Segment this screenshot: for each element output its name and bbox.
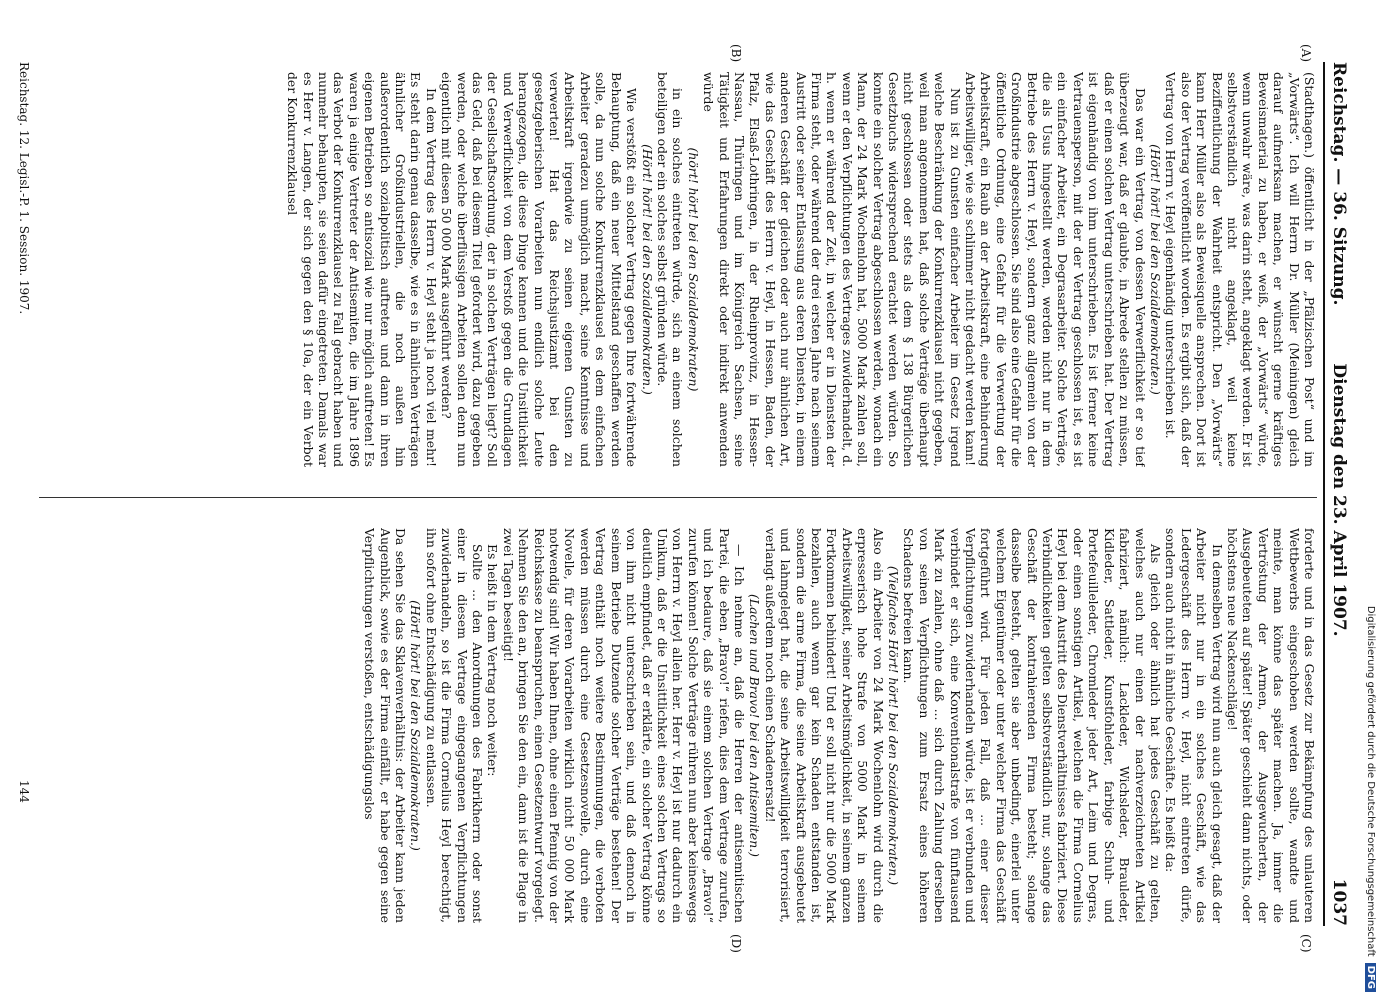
paragraph: Als gleich oder ähnlich hat jedes Geschäft zu gelten, welches auch nur einen der nachverzeichneten Artikel fabriziert, nämlich: Lackleder, Wichsleder, Brauleder, Kidleder, Sattleder, Kunstfohleder, farbige Schuh- und Portefeuilleleder, Chromleder jeder Art, Leim und Degras, oder einen sonstigen Artikel, welchen die Firma Cornelius Heyl bei dem Austritt des Dienstverhältnisses fabriziert. Diese Verbindlichkeiten gelten selbstverständlich nur, solange das Geschäft der kontrahierenden Firma besteht; solange dasselbe besteht, gelten sie aber unbedingt, einerlei unter welchem Eigentümer oder unter welcher Firma das Geschäft fortgeführt wird. Für jeden Fall, daß ... einer dieser Verpflichtungen zuwiderhandeln würde, ist er verbunden und verbindet er sich, eine Konventionalstrafe von fünftausend Mark zu zahlen, ohne daß ... sich durch Zahlung derselben von seinen Verpflichtungen zum Ersatz eines höheren Schadens befreien kann.: [901, 528, 1163, 923]
paragraph: In demselben Vertrag wird nun auch gleich gesagt, daß der Arbeiter nicht nur in ein solches Geschäft, wie das Ledergeschäft des Herrn v. Heyl, nicht eintreten dürfe, sondern auch nicht in ähnliche Geschäfte. Es heißt da:: [1163, 528, 1225, 923]
paragraph: In dem Vertrag des Herrn v. Heyl steht ja noch viel mehr! Es steht darin genau dasselbe, wie es in ähnlichen Verträgen ähnlicher Großindustriellen, die noch außen hin außerordentlich sozialpolitisch auftreten und dann in ihren eigenen Betrieben so antisozial wie nur möglich auftreten! Es waren ja einige Vertreter der Antisemiten, die im Jahre 1896 das Verbot der Konkurrenzklausel zu Fall gebracht haben und nunmehr behaupten, sie seien dafür eingetreten. Damals war es Herr v. Langen, der sich gegen den § 10a, der ein Verbot der Konkurrenzklausel: [285, 72, 439, 467]
paragraph: Also ein Arbeiter von 24 Mark Wochenlohn wird durch die erpresserisch hohe Strafe von 5000 Mark in seinem Arbeitswilligkeit, seiner Arbeitsmöglichkeit, in seinem ganzen Fortkommen behindert! Und er soll nicht nur die 5000 Mark bezahlen, auch wenn gar kein Schaden entstanden ist, sondern die arme Firma, die seine Arbeitskraft ausgebeutet und lahmgelegt hat, die seine Arbeitswilligkeit terrorisiert, verlangt außerdem noch einen Schadenersatz!: [762, 528, 886, 923]
credit-text: Digitalisierung gefördert durch die Deutsche Forschungsgemeinschaft: [1365, 605, 1376, 957]
footer-number: 144: [17, 780, 31, 803]
paragraph: (hört! hört! bei den Sozialdemokraten): [685, 147, 701, 392]
page-number: 1037: [1329, 878, 1349, 926]
footer-source: Reichstag. 12. Legisl.-P. 1. Session. 1907.: [17, 62, 31, 315]
margin-mark-b: (B): [729, 44, 743, 63]
paragraph: (Stadthagen.) öffentlicht in der „Pfälzischen Post“ und im „Vorwärts“. Ich will Herrn Dr. Müller (Meiningen) gleich darauf aufmerksam machen, er wünscht gerne kräftiges Beweismaterial zu haben, er weiß, der „Vorwärts“ würde, wenn unwahr wäre, was darin steht, angeklagt werden. Er ist selbstverständlich nicht angeklagt, weil keine Beziffentlichung der Wahrheit entspricht. Den „Vorwärts“ kann Herr Müller also als Beweisquelle ansprechen. Dort ist also der Vertrag veröffentlicht worden. Es ergibt sich, daß der Vertrag von Herrn v. Heyl eigenhändig unterschrieben ist.: [1163, 72, 1317, 467]
margin-mark-a: (A): [1299, 44, 1313, 63]
header-left: Reichstag. — 36. Sitzung.: [1329, 62, 1349, 306]
dfg-logo: DFG: [1365, 963, 1376, 992]
paragraph: in ein solches eintreten würde, sich an einem solchen beteiligen oder ein solches selbst gründen würde.: [654, 72, 686, 467]
paragraph: Sollte ... den Anordnungen des Fabrikherrn oder sonst einer in diesem Vertrage eingegangenen Verpflichtungen zuwiderhandeln, so ist die Firma Cornelius Heyl berechtigt, ihn sofort ohne Entschädigung zu entlassen.: [423, 528, 486, 923]
paragraph: (Lachen und Bravo! bei den Antisemiten.): [747, 594, 763, 857]
paragraph: Da sehen Sie das Sklavenverhältnis: der Arbeiter kann jeden Augenblick, sowie es der Firma einfällt, er habe gegen seine Verpflichtungen verstoßen, entschädigungslos: [362, 528, 409, 923]
header-date: Dienstag den 23. April 1907.: [1329, 363, 1349, 637]
paragraph: Nun ist zu Gunsten einfacher Arbeiter im Gesetz irgend welche Beschränkung der Konkurrenzklausel nicht gegeben, weil man angenommen hat, daß solche Verträge überhaupt nicht geschlossen oder stets als dem § 138 Bürgerlichen Gesetzbuchs widersprechend erachtet werden würden. So konnte ein solcher Vertrag abgeschlossen werden, wonach ein Mann, der 24 Mark Wochenlohn hat, 5000 Mark zahlen soll, wenn er den Verpflichtungen des Vertrages zuwiderhandelt, d. h. wenn er während der Zeit, in welcher er in Diensten der Firma steht, oder während der drei ersten Jahre nach seinem Austritt oder seiner Entlassung aus deren Diensten, in einem anderen Geschäft der gleichen oder auch nur ähnlichen Art, wie das Geschäft des Herrn v. Heyl, in Hessen, Baden, der Pfalz, Elsaß-Lothringen, in der Rheinprovinz, in Hessen-Nassau, Thüringen und im Königreich Sachsen, seine Tätigkeit und Erfahrungen direkt oder indirekt anwenden würde: [701, 72, 963, 467]
header-rule: [1323, 62, 1325, 926]
paragraph: Das war ein Vertrag, von dessen Verwerflichkeit er so tief überzeugt war, daß er glaubte, in Abrede stellen zu müssen, daß er einen solchen Vertrag unterschrieben hat. Der Vertrag ist eigenhändig von ihm unterschrieben. Es ist ferner keine Vertrauensperson, mit der der Vertrag geschlossen ist, es ist ein einfacher Arbeiter, ein Degrasarbeiter. Solche Verträge, die als Usus hingestellt werden, werden nicht nur in dem Betriebe des Herrn v. Heyl, sondern ganz allgemein von der Großindustrie abgeschlossen. Sie sind also eine Gefahr für die öffentliche Ordnung, eine Gefahr für die Verwertung der Arbeitskraft, ein Raub an der Arbeitskraft, eine Behinderung Arbeitswilliger, wie sie schlimmer nicht gedacht werden kann!: [963, 72, 1148, 467]
column-divider: [39, 497, 1317, 498]
digitization-credit: [1362, 8, 1380, 992]
paragraph: Es heißt in dem Vertrag noch weiter:: [485, 544, 501, 777]
margin-mark-c: (C): [1299, 934, 1313, 953]
paragraph: (Hört! hört! bei den Sozialdemokraten.): [639, 144, 655, 395]
paragraph: Wie verstößt ein solcher Vertrag gegen Ihre fortwährende Behauptung, daß ein neuer Mittelstand geschaffen werden solle, da nun solche Konkurrenzklausel es dem einfachen Arbeiter geradezu unmöglich macht, seine Kenntnisse und Arbeitskraft irgendwie zu seinen eigenen Gunsten zu verwerten! Hat das Reichsjustizamt bei den gesetzgeberischen Vorarbeiten nun endlich solche Leute herangezogen, die diese Dinge kennen und die Unsittlichkeit und Verwerflichkeit von dem Verstoß gegen die Grundlagen der Gesellschaftsordnung, der in solchen Verträgen liegt? Soll das Geld, daß bei diesem Titel gefordert wird, dazu gegeben werden, oder welche überflüssigen Arbeiten sollen denn nun eigentlich mit diesen 50 000 Mark ausgeführt werden?: [439, 72, 640, 467]
right-column: [39, 528, 1317, 923]
paragraph: (Hört! hört! bei den Sozialdemokraten.): [1147, 144, 1163, 395]
paragraph: (Vielfaches Hört! hört! bei den Sozialdemokraten.): [886, 565, 902, 886]
left-column: [39, 72, 1317, 467]
paragraph: forderte und in das Gesetz zur Bekämpfung des unlauteren Wettbewerbs eingeschoben werden sollte, wandte und meinte, man könne das später machen. Ja, immer die Vertröstung der Armen, der Ausgewucherten, der Ausgebeuteten auf später! Später geschieht dann nichts, oder höchstens neue Nackenschläge!: [1224, 528, 1317, 923]
paragraph: (Hört! hört! bei den Sozialdemokraten.): [408, 600, 424, 851]
margin-mark-d: (D): [729, 934, 743, 953]
paragraph: — Ich nehme an, daß die Herren der antisemitischen Partei, die eben „Bravo!“ riefen, dies dem Vertrage zurufen, und ich bedaure, daß sie einem solchen Vertrage „Bravo!“ zurufen können! Solche Verträge rühren nun aber keineswegs von Herrn v. Heyl allein her. Herr v. Heyl ist nur dadurch ein Unikum, daß er die Unsittlichkeit eines solchen Vertrags so deutlich empfindet, daß er erklärte, ein solcher Vertrag könne von ihm nicht unterschrieben sein, und daß dennoch in seinem Betriebe Dutzende solcher Verträge bestehen! Der Vertrag enthält noch weitere Bestimmungen, die verboten werden müssen durch eine Gesetzesnovelle, durch eine Novelle, für deren Vorarbeiten wirklich nicht 50 000 Mark notwendig sind! Wir haben Ihnen, ohne einen Pfennig von der Reichskasse zu beanspruchen, einen Gesetzentwurf vorgelegt. Nehmen Sie den an, bringen Sie den ein, dann ist die Plage in zwei Tagen beseitigt!: [500, 528, 747, 923]
